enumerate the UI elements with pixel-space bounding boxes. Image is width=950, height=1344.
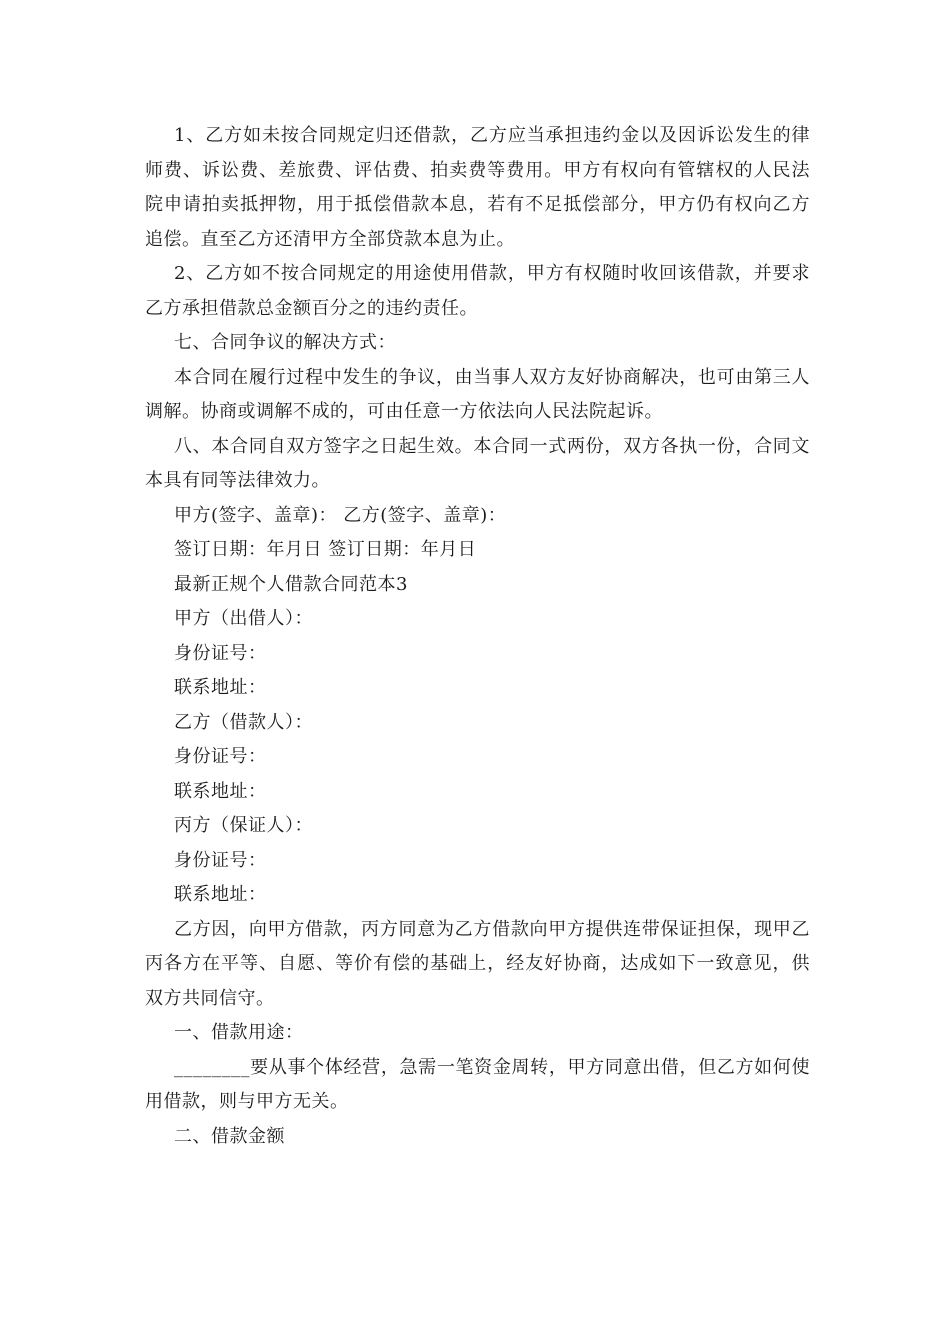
party-c-label: 丙方（保证人）： [174, 815, 313, 836]
heading-dispute-resolution: 七、合同争议的解决方式： [174, 332, 396, 353]
document-body [145, 119, 810, 1154]
paragraph-breach-repayment: 1、乙方如未按合同规定归还借款，乙方应当承担违约金以及因诉讼发生的律师费、诉讼费、差旅费、评估费、拍卖费等费用。甲方有权向有管辖权的人民法院申请拍卖抵押物，用于抵偿借款本息，若有不足抵偿部分，甲方仍有权向乙方追偿。直至乙方还清甲方全部贷款本息为止。 [145, 125, 810, 250]
paragraph-breach-usage: 2、乙方如不按合同规定的用途使用借款，甲方有权随时收回该借款，并要求乙方承担借款总金额百分之的违约责任。 [145, 263, 810, 319]
party-c-id-label: 身份证号： [174, 849, 267, 871]
party-a-label: 甲方（出借人）： [174, 608, 313, 629]
party-c-address-label: 联系地址： [174, 884, 267, 905]
signature-line: 甲方(签字、盖章)： 乙方(签字、盖章)： [174, 504, 507, 526]
heading-loan-amount: 二、借款金额 [174, 1125, 285, 1147]
signing-date-line: 签订日期：年月日 签订日期：年月日 [174, 539, 477, 560]
paragraph-effective-date: 八、本合同自双方签字之日起生效。本合同一式两份，双方各执一份，合同文本具有同等法律效力。 [145, 435, 810, 491]
paragraph-loan-purpose: ________要从事个体经营，急需一笔资金周转，甲方同意出借，但乙方如何使用借款，则与甲方无关。 [145, 1056, 810, 1112]
heading-loan-purpose: 一、借款用途： [174, 1022, 304, 1043]
section-title: 最新正规个人借款合同范本3 [174, 573, 408, 595]
party-b-id-label: 身份证号： [174, 746, 267, 767]
party-b-label: 乙方（借款人）： [174, 711, 313, 733]
party-a-id-label: 身份证号： [174, 642, 267, 664]
paragraph-dispute-resolution: 本合同在履行过程中发生的争议，由当事人双方友好协商解决，也可由第三人调解。协商或调解不成的，可由任意一方依法向人民法院起诉。 [145, 366, 810, 422]
party-a-address-label: 联系地址： [174, 677, 267, 698]
party-b-address-label: 联系地址： [174, 780, 267, 802]
paragraph-preamble: 乙方因，向甲方借款，丙方同意为乙方借款向甲方提供连带保证担保，现甲乙丙各方在平等、自愿、等价有偿的基础上，经友好协商，达成如下一致意见，供双方共同信守。 [145, 918, 810, 1009]
